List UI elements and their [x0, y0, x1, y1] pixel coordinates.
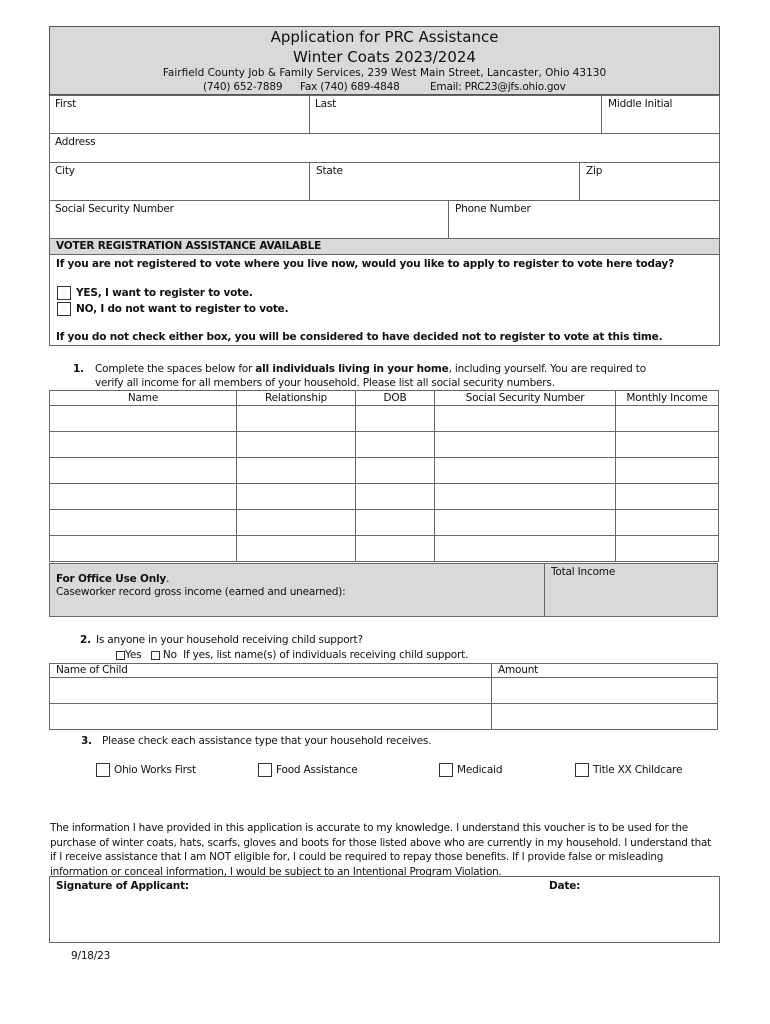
household-cell[interactable]	[434, 405, 616, 432]
office-use-title	[56, 573, 169, 585]
household-cell[interactable]	[615, 483, 719, 510]
household-cell[interactable]	[615, 535, 719, 562]
phone-field[interactable]	[448, 200, 720, 239]
child-name-cell-1[interactable]	[49, 677, 492, 704]
food-assistance-checkbox[interactable]	[258, 763, 272, 777]
household-cell[interactable]	[434, 509, 616, 536]
revision-date: 9/18/23	[71, 950, 111, 962]
household-cell[interactable]	[236, 431, 356, 458]
statement-line-3: if I receive assistance that I am NOT eligible for, I could be required to repay those benefits. If I provide false or misleading	[50, 851, 664, 863]
q1-text-a: Complete the spaces below for	[95, 363, 256, 375]
child-amount-header	[491, 663, 718, 678]
household-cell[interactable]	[355, 483, 435, 510]
household-col-header-label: Social Security Number	[465, 392, 585, 404]
child-name-header	[49, 663, 492, 678]
city-label: City	[55, 165, 75, 177]
statement-line-4: information or conceal information, I would be subject to an Intentional Program Violation.	[50, 865, 502, 878]
q2-number: 2.	[80, 634, 91, 646]
household-col-header	[355, 390, 435, 406]
agency-phone: (740) 652-7889	[203, 81, 283, 93]
household-cell[interactable]	[355, 509, 435, 536]
household-cell[interactable]	[49, 457, 237, 484]
ssn-field[interactable]	[49, 200, 449, 239]
signature-label: Signature of Applicant:	[56, 880, 189, 892]
household-cell[interactable]	[236, 405, 356, 432]
office-use-box	[49, 563, 545, 617]
voter-heading: VOTER REGISTRATION ASSISTANCE AVAILABLE	[56, 240, 322, 252]
household-cell[interactable]	[355, 431, 435, 458]
household-col-header-label: Monthly Income	[626, 392, 708, 404]
form-subtitle: Winter Coats 2023/2024	[293, 48, 476, 66]
child-amount-header-label: Amount	[498, 664, 539, 676]
q2-yes-label: Yes	[125, 649, 142, 661]
medicaid-label: Medicaid	[457, 764, 503, 776]
zip-field[interactable]	[579, 162, 720, 201]
agency-email: Email: PRC23@jfs.ohio.gov	[430, 81, 566, 93]
ohio-works-first-checkbox[interactable]	[96, 763, 110, 777]
title-xx-childcare-label: Title XX Childcare	[593, 764, 683, 776]
q1-text-b: , including yourself. You are required to	[448, 363, 646, 375]
household-cell[interactable]	[49, 405, 237, 432]
household-cell[interactable]	[236, 535, 356, 562]
child-amount-cell-1[interactable]	[491, 677, 718, 704]
household-cell[interactable]	[434, 457, 616, 484]
household-cell[interactable]	[355, 457, 435, 484]
agency-address: Fairfield County Job & Family Services, 239 West Main Street, Lancaster, Ohio 43130	[162, 67, 607, 79]
q1-text-bold: all individuals living in your home	[255, 363, 449, 375]
middle-initial-field[interactable]	[601, 95, 720, 134]
office-use-text: Caseworker record gross income (earned and unearned):	[56, 586, 346, 598]
voter-yes-label: YES, I want to register to vote.	[76, 287, 253, 299]
statement-line-1: The information I have provided in this application is accurate to my knowledge. I understand this voucher is to be used for the	[50, 822, 688, 834]
office-use-dot: .	[166, 573, 170, 585]
household-cell[interactable]	[49, 509, 237, 536]
middle-initial-label: Middle Initial	[608, 98, 673, 110]
q1-text	[95, 363, 646, 375]
household-cell[interactable]	[49, 431, 237, 458]
q2-yes-checkbox[interactable]	[116, 651, 125, 660]
statement-line-2: purchase of winter coats, hats, scarfs, gloves and boots for those listed above who are currently in my household. I understand that	[50, 836, 712, 849]
household-cell[interactable]	[615, 509, 719, 536]
q2-followup: If yes, list name(s) of individuals receiving child support.	[183, 649, 469, 661]
total-income-label: Total Income	[551, 566, 616, 578]
q2-no-checkbox[interactable]	[151, 651, 160, 660]
voter-no-label: NO, I do not want to register to vote.	[76, 303, 289, 315]
ohio-works-first-label: Ohio Works First	[114, 764, 196, 776]
q2-no-label: No	[162, 649, 177, 661]
agency-fax: Fax (740) 689-4848	[300, 81, 400, 93]
household-cell[interactable]	[434, 535, 616, 562]
last-name-field[interactable]	[309, 95, 602, 134]
household-col-header-label: DOB	[383, 392, 407, 404]
voter-note: If you do not check either box, you will be considered to have decided not to register to vote at this time.	[56, 331, 663, 343]
household-cell[interactable]	[49, 483, 237, 510]
zip-label: Zip	[586, 165, 603, 177]
food-assistance-label: Food Assistance	[276, 764, 358, 776]
household-cell[interactable]	[615, 431, 719, 458]
address-field[interactable]	[49, 133, 720, 163]
child-amount-cell-2[interactable]	[491, 703, 718, 730]
household-col-header	[236, 390, 356, 406]
medicaid-checkbox[interactable]	[439, 763, 453, 777]
household-col-header	[615, 390, 719, 406]
total-income-field[interactable]	[544, 563, 718, 617]
q1-text-line2: verify all income for all members of your household. Please list all social security numbers.	[95, 377, 555, 389]
city-field[interactable]	[49, 162, 310, 201]
household-col-header	[434, 390, 616, 406]
q3-number: 3.	[81, 735, 92, 747]
first-name-field[interactable]	[49, 95, 310, 134]
q2-text: Is anyone in your household receiving child support?	[96, 634, 363, 646]
phone-label: Phone Number	[455, 203, 531, 215]
voter-no-checkbox[interactable]	[57, 302, 71, 316]
child-name-cell-2[interactable]	[49, 703, 492, 730]
household-cell[interactable]	[434, 483, 616, 510]
household-cell[interactable]	[615, 457, 719, 484]
voter-question: If you are not registered to vote where you live now, would you like to apply to register to vote here today?	[56, 258, 674, 270]
household-col-header	[49, 390, 237, 406]
q3-text: Please check each assistance type that your household receives.	[102, 735, 432, 747]
household-cell[interactable]	[615, 405, 719, 432]
household-cell[interactable]	[355, 535, 435, 562]
date-label: Date:	[549, 880, 581, 892]
form-title: Application for PRC Assistance	[270, 28, 499, 46]
household-cell[interactable]	[236, 509, 356, 536]
office-use-title-text: For Office Use Only	[56, 573, 167, 585]
state-field[interactable]	[309, 162, 580, 201]
title-xx-childcare-checkbox[interactable]	[575, 763, 589, 777]
address-label: Address	[55, 136, 96, 148]
signature-box[interactable]	[49, 876, 720, 943]
household-cell[interactable]	[236, 457, 356, 484]
child-name-header-label: Name of Child	[56, 664, 128, 676]
certification-statement	[50, 821, 740, 879]
household-col-header-label: Name	[127, 392, 159, 404]
household-cell[interactable]	[49, 535, 237, 562]
ssn-label: Social Security Number	[55, 203, 174, 215]
last-name-label: Last	[315, 98, 337, 110]
household-cell[interactable]	[434, 431, 616, 458]
voter-yes-checkbox[interactable]	[57, 286, 71, 300]
state-label: State	[316, 165, 343, 177]
q2-options	[116, 649, 468, 661]
household-cell[interactable]	[236, 483, 356, 510]
household-cell[interactable]	[355, 405, 435, 432]
first-name-label: First	[55, 98, 77, 110]
q1-number: 1.	[73, 363, 84, 375]
household-col-header-label: Relationship	[264, 392, 328, 404]
